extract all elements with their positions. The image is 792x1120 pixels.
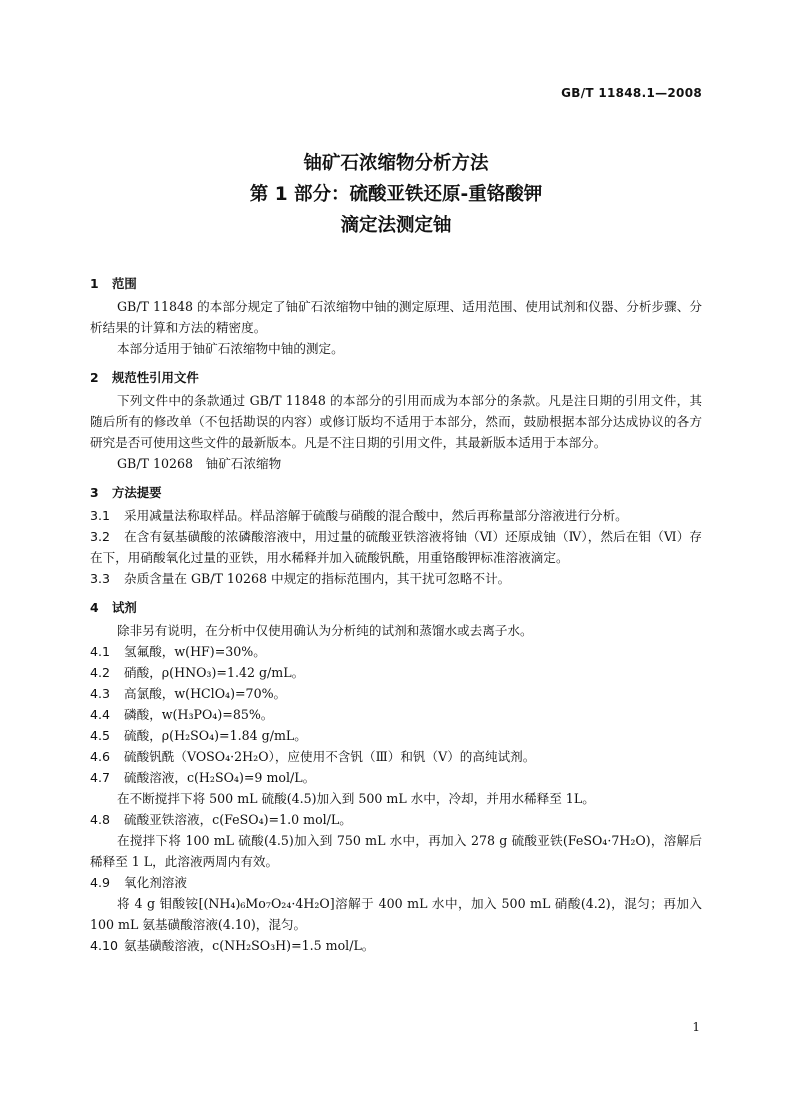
clause-number: 4.9	[90, 875, 111, 890]
clause-4-7-note: 在不断搅拌下将 500 mL 硫酸(4.5)加入到 500 mL 水中，冷却，并用水稀释至 1L。	[117, 791, 595, 806]
clause-text: 硝酸，ρ(HNO₃)=1.42 g/mL。	[124, 665, 305, 680]
clause-text: 氨基磺酸溶液，c(NH₂SO₃H)=1.5 mol/L。	[124, 938, 375, 953]
clause-3-3	[90, 568, 702, 589]
page-number: 1	[692, 1020, 700, 1034]
clause-text: 硫酸亚铁溶液，c(FeSO₄)=1.0 mol/L。	[124, 812, 352, 827]
clause-number: 4.6	[90, 749, 111, 764]
clause-number: 4.2	[90, 665, 111, 680]
section-3-heading	[90, 481, 702, 505]
title-line-3: 滴定法测定铀	[340, 215, 452, 236]
normative-reference: GB/T 10268 铀矿石浓缩物	[117, 456, 282, 471]
clause-text: 硫酸溶液，c(H₂SO₄)=9 mol/L。	[124, 770, 316, 785]
section-1-paragraph-1: GB/T 11848 的本部分规定了铀矿石浓缩物中铀的测定原理、适用范围、使用试剂和仪器、分析步骤、分析结果的计算和方法的精密度。	[90, 299, 702, 335]
section-1-paragraph-2: 本部分适用于铀矿石浓缩物中铀的测定。	[117, 341, 344, 356]
section-4-intro: 除非另有说明，在分析中仅使用确认为分析纯的试剂和蒸馏水或去离子水。	[117, 623, 533, 638]
clause-4-9-note: 将 4 g 钼酸铵[(NH₄)₆Mo₇O₂₄·4H₂O]溶解于 400 mL 水中，加入 500 mL 硝酸(4.2)，混匀；再加入 100 mL 氨基磺酸溶液(4.10)，混匀。	[90, 896, 702, 932]
clause-text: 硫酸钒酰（VOSO₄·2H₂O），应使用不含钒（Ⅲ）和钒（Ⅴ）的高纯试剂。	[124, 749, 536, 764]
section-title: 方法提要	[112, 485, 162, 500]
clause-4-6	[90, 746, 702, 767]
section-1-heading	[90, 272, 702, 296]
section-title: 规范性引用文件	[112, 370, 199, 385]
clause-4-5	[90, 725, 702, 746]
clause-4-4	[90, 704, 702, 725]
standard-number: GB/T 11848.1—2008	[561, 86, 702, 100]
clause-number: 4.5	[90, 728, 111, 743]
clause-4-3	[90, 683, 702, 704]
title-line-2: 第 1 部分：硫酸亚铁还原-重铬酸钾	[249, 184, 543, 205]
clause-4-2	[90, 662, 702, 683]
clause-number: 4.7	[90, 770, 111, 785]
clause-text: 采用减量法称取样品。样品溶解于硫酸与硝酸的混合酸中，然后再称量部分溶液进行分析。	[124, 508, 628, 523]
clause-number: 3.2	[90, 529, 111, 544]
clause-number: 4.4	[90, 707, 111, 722]
clause-text: 杂质含量在 GB/T 10268 中规定的指标范围内，其干扰可忽略不计。	[124, 571, 511, 586]
document-body	[90, 272, 702, 956]
clause-text: 氢氟酸，w(HF)=30%。	[124, 644, 266, 659]
clause-4-9	[90, 872, 702, 893]
clause-3-1	[90, 505, 702, 526]
clause-text: 在含有氨基磺酸的浓磷酸溶液中，用过量的硫酸亚铁溶液将铀（Ⅵ）还原成铀（Ⅳ），然后在钼（Ⅵ）存在下，用硝酸氧化过量的亚铁，用水稀释并加入硫酸钒酰，用重铬酸钾标准溶液滴定。	[90, 529, 702, 565]
clause-number: 4.1	[90, 644, 111, 659]
clause-4-8-note: 在搅拌下将 100 mL 硫酸(4.5)加入到 750 mL 水中，再加入 278 g 硫酸亚铁(FeSO₄·7H₂O)，溶解后稀释至 1 L，此溶液两周内有效。	[90, 833, 702, 869]
section-title: 范围	[112, 276, 137, 291]
section-2-heading	[90, 366, 702, 390]
clause-text: 磷酸，w(H₃PO₄)=85%。	[124, 707, 274, 722]
clause-4-10	[90, 935, 702, 956]
clause-3-2	[90, 526, 702, 568]
clause-number: 4.8	[90, 812, 111, 827]
clause-number: 3.1	[90, 508, 111, 523]
clause-4-7	[90, 767, 702, 788]
clause-text: 高氯酸，w(HClO₄)=70%。	[124, 686, 287, 701]
clause-number: 4.10	[90, 938, 119, 953]
section-number: 2	[90, 370, 99, 385]
section-number: 3	[90, 485, 99, 500]
section-title: 试剂	[112, 600, 137, 615]
section-4-heading	[90, 596, 702, 620]
title-line-1: 铀矿石浓缩物分析方法	[303, 153, 489, 174]
clause-text: 硫酸，ρ(H₂SO₄)=1.84 g/mL。	[124, 728, 307, 743]
clause-4-1	[90, 641, 702, 662]
clause-text: 氧化剂溶液	[124, 875, 187, 890]
section-number: 4	[90, 600, 99, 615]
section-2-paragraph: 下列文件中的条款通过 GB/T 11848 的本部分的引用而成为本部分的条款。凡是注日期的引用文件，其随后所有的修改单（不包括勘误的内容）或修订版均不适用于本部分，然而，鼓励根据本部分达成协议的各方研究是否可使用这些文件的最新版本。凡是不注日期的引用文件，其最新版本适用于本部分。	[90, 393, 702, 450]
document-title	[0, 148, 792, 241]
clause-4-8	[90, 809, 702, 830]
clause-number: 4.3	[90, 686, 111, 701]
clause-number: 3.3	[90, 571, 111, 586]
section-number: 1	[90, 276, 99, 291]
